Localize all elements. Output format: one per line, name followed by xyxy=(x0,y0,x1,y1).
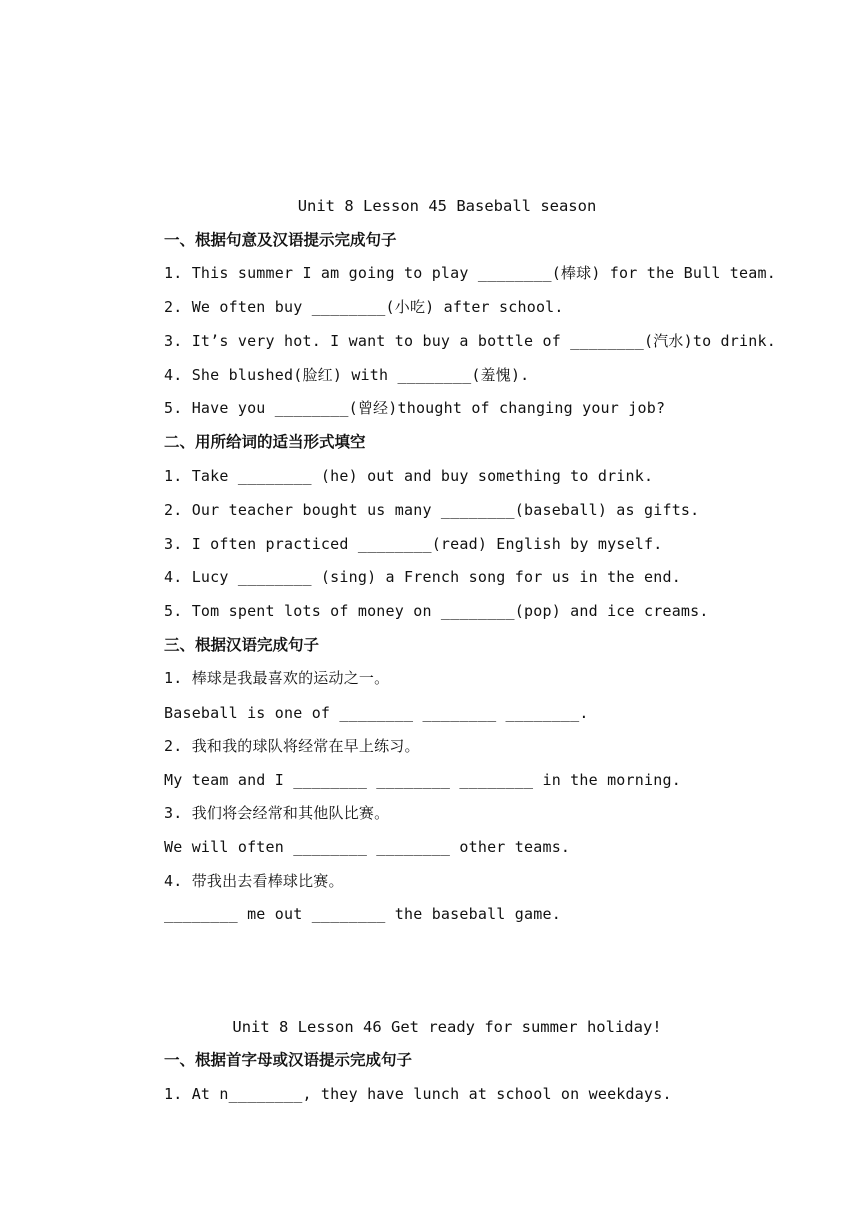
exercise-line: 4. She blushed(脸红) with ________(羞愧). xyxy=(164,366,530,384)
lesson-45-section-1-heading: 一、根据句意及汉语提示完成句子 xyxy=(164,231,397,249)
chinese-prompt: 3. 我们将会经常和其他队比赛。 xyxy=(164,804,390,822)
english-fill-line: We will often ________ ________ other teams. xyxy=(164,838,571,856)
exercise-line: 5. Tom spent lots of money on ________(pop) and ice creams. xyxy=(164,602,709,620)
lesson-45-title: Unit 8 Lesson 45 Baseball season xyxy=(297,197,597,215)
chinese-prompt: 2. 我和我的球队将经常在早上练习。 xyxy=(164,737,420,755)
lesson-46-section-1-heading: 一、根据首字母或汉语提示完成句子 xyxy=(164,1051,413,1069)
lesson-46-title: Unit 8 Lesson 46 Get ready for summer holiday! xyxy=(232,1018,662,1036)
exercise-line: 3. I often practiced ________(read) English by myself. xyxy=(164,535,663,553)
exercise-line: 3. It’s very hot. I want to buy a bottle of ________(汽水)to drink. xyxy=(164,332,776,350)
exercise-line: 5. Have you ________(曾经)thought of changing your job? xyxy=(164,399,666,417)
english-fill-line: My team and I ________ ________ ________ in the morning. xyxy=(164,771,681,789)
exercise-line: 1. Take ________ (he) out and buy something to drink. xyxy=(164,467,654,485)
english-fill-line: Baseball is one of ________ ________ ________. xyxy=(164,704,589,722)
exercise-line: 4. Lucy ________ (sing) a French song for us in the end. xyxy=(164,568,681,586)
lesson-45-section-2-heading: 二、用所给词的适当形式填空 xyxy=(164,433,366,451)
english-fill-line: ________ me out ________ the baseball game. xyxy=(164,905,561,923)
lesson-45-section-3-heading: 三、根据汉语完成句子 xyxy=(164,636,320,654)
exercise-line: 2. We often buy ________(小吃) after school. xyxy=(164,298,564,316)
exercise-line: 2. Our teacher bought us many ________(baseball) as gifts. xyxy=(164,501,700,519)
exercise-line: 1. This summer I am going to play ________(棒球) for the Bull team. xyxy=(164,264,776,282)
exercise-line: 1. At n________, they have lunch at school on weekdays. xyxy=(164,1085,672,1103)
chinese-prompt: 4. 带我出去看棒球比赛。 xyxy=(164,872,344,890)
chinese-prompt: 1. 棒球是我最喜欢的运动之一。 xyxy=(164,669,390,687)
